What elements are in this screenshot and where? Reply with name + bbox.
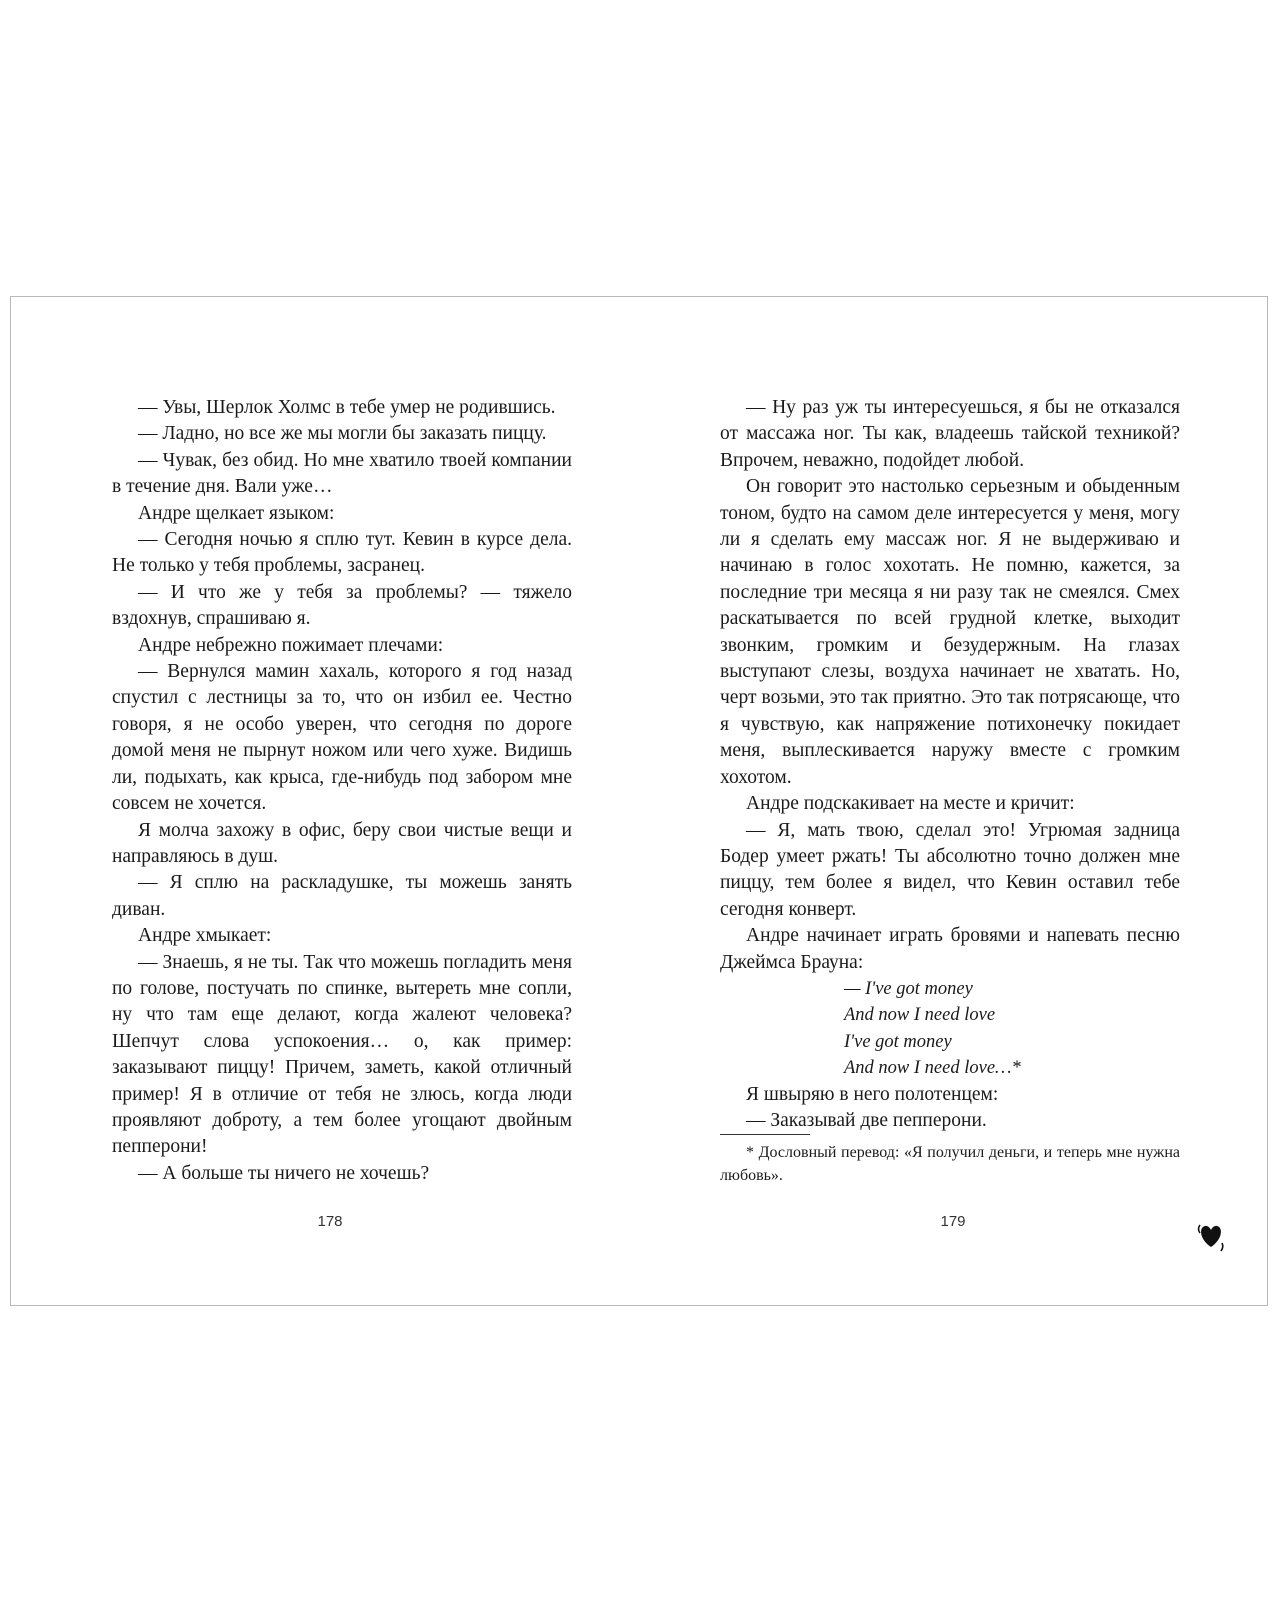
song-line: I've got money <box>844 1031 952 1052</box>
paragraph: Андре небрежно пожимает плечами: <box>138 634 444 656</box>
paragraph: Он говорит это настолько серьезным и обыденным тоном, будто на самом деле интересуется у меня, могу ли я сделать ему массаж ног. Я не выдерживаю и начинаю в голос хохотать. Не помню, кажется, за последние три месяца я ни разу так не смеялся. Смех раскатывается по всей грудной клетке, выходит звонким, громким и безудержным. На глазах выступают слезы, воздуха начинает не хватать. Но, черт возьми, это так приятно. Это так потрясающе, что я чувствую, как напряжение потихонечку покидает меня, выплескивается наружу вместе с громким хохотом. <box>720 476 1180 788</box>
song-lyrics <box>844 976 1180 1082</box>
footnote: * Дословный перевод: «Я получил деньги, и теперь мне нужна любовь». <box>720 1144 1180 1185</box>
song-line: And now I need love <box>844 1005 996 1026</box>
paragraph: — И что же у тебя за проблемы? — тяжело вздохнув, спрашиваю я. <box>112 581 572 630</box>
paragraph: — Ладно, но все же мы могли бы заказать пиццу. <box>138 423 547 445</box>
paragraph: Андре начинает играть бровями и напевать песню Джеймса Брауна: <box>720 925 1180 973</box>
right-page <box>720 395 1180 1187</box>
paragraph: — Увы, Шерлок Холмс в тебе умер не родившись. <box>138 397 556 418</box>
paragraph: — Заказывай две пепперони. <box>746 1109 987 1131</box>
paragraph: Андре подскакивает на месте и кричит: <box>746 793 1075 815</box>
paragraph: — Знаешь, я не ты. Так что можешь погладить меня по голове, постучать по спинке, вытереть мне сопли, ну что там еще делают, когда жалеют человека? Шепчут слова успокоения… о, как пример: заказывают пиццу! Причем, заметь, какой отличный пример! Я в отличие от тебя не злюсь, когда люди проявляют доброту, а тем более угощают двойным пепперони! <box>112 951 572 1158</box>
footnote-divider <box>720 1134 810 1135</box>
page-number-right: 179 <box>940 1213 966 1230</box>
song-line: And now I need love…* <box>844 1058 1021 1079</box>
paragraph: — Я сплю на раскладушке, ты можешь занять диван. <box>112 872 572 920</box>
page-number-left: 178 <box>317 1213 343 1230</box>
paragraph: Я молча захожу в офис, беру свои чистые вещи и направляюсь в душ. <box>112 819 572 867</box>
paragraph: — Сегодня ночью я сплю тут. Кевин в курсе дела. Не только у тебя проблемы, засранец. <box>112 529 572 577</box>
paragraph: — Чувак, без обид. Но мне хватило твоей компании в течение дня. Вали уже… <box>112 449 572 498</box>
paragraph: — Я, мать твою, сделал это! Угрюмая задница Бодер умеет ржать! Ты абсолютно точно должен мне пиццу, тем более я видел, что Кевин оставил тебе сегодня конверт. <box>720 819 1180 920</box>
paragraph: — Ну раз уж ты интересуешься, я бы не отказался от массажа ног. Ты как, владеешь тайской техникой? Впрочем, неважно, подойдет любой. <box>720 397 1180 471</box>
song-line: — I've got money <box>844 978 973 999</box>
paragraph: Андре щелкает языком: <box>138 502 335 524</box>
paragraph: Я швыряю в него полотенцем: <box>746 1083 999 1105</box>
paragraph: — А больше ты ничего не хочешь? <box>138 1162 430 1184</box>
book-spread <box>10 296 1268 1306</box>
paragraph: — Вернулся мамин хахаль, которого я год назад спустил с лестницы за то, что он избил ее. Честно говоря, я не особо уверен, что сегодня по дороге домой меня не пырнут ножом или чего хуже. Видишь ли, подыхать, как крыса, где-нибудь под забором мне совсем не хочется. <box>112 661 572 815</box>
paragraph: Андре хмыкает: <box>138 925 272 947</box>
left-page <box>112 395 572 1187</box>
heart-icon <box>1191 1217 1231 1257</box>
